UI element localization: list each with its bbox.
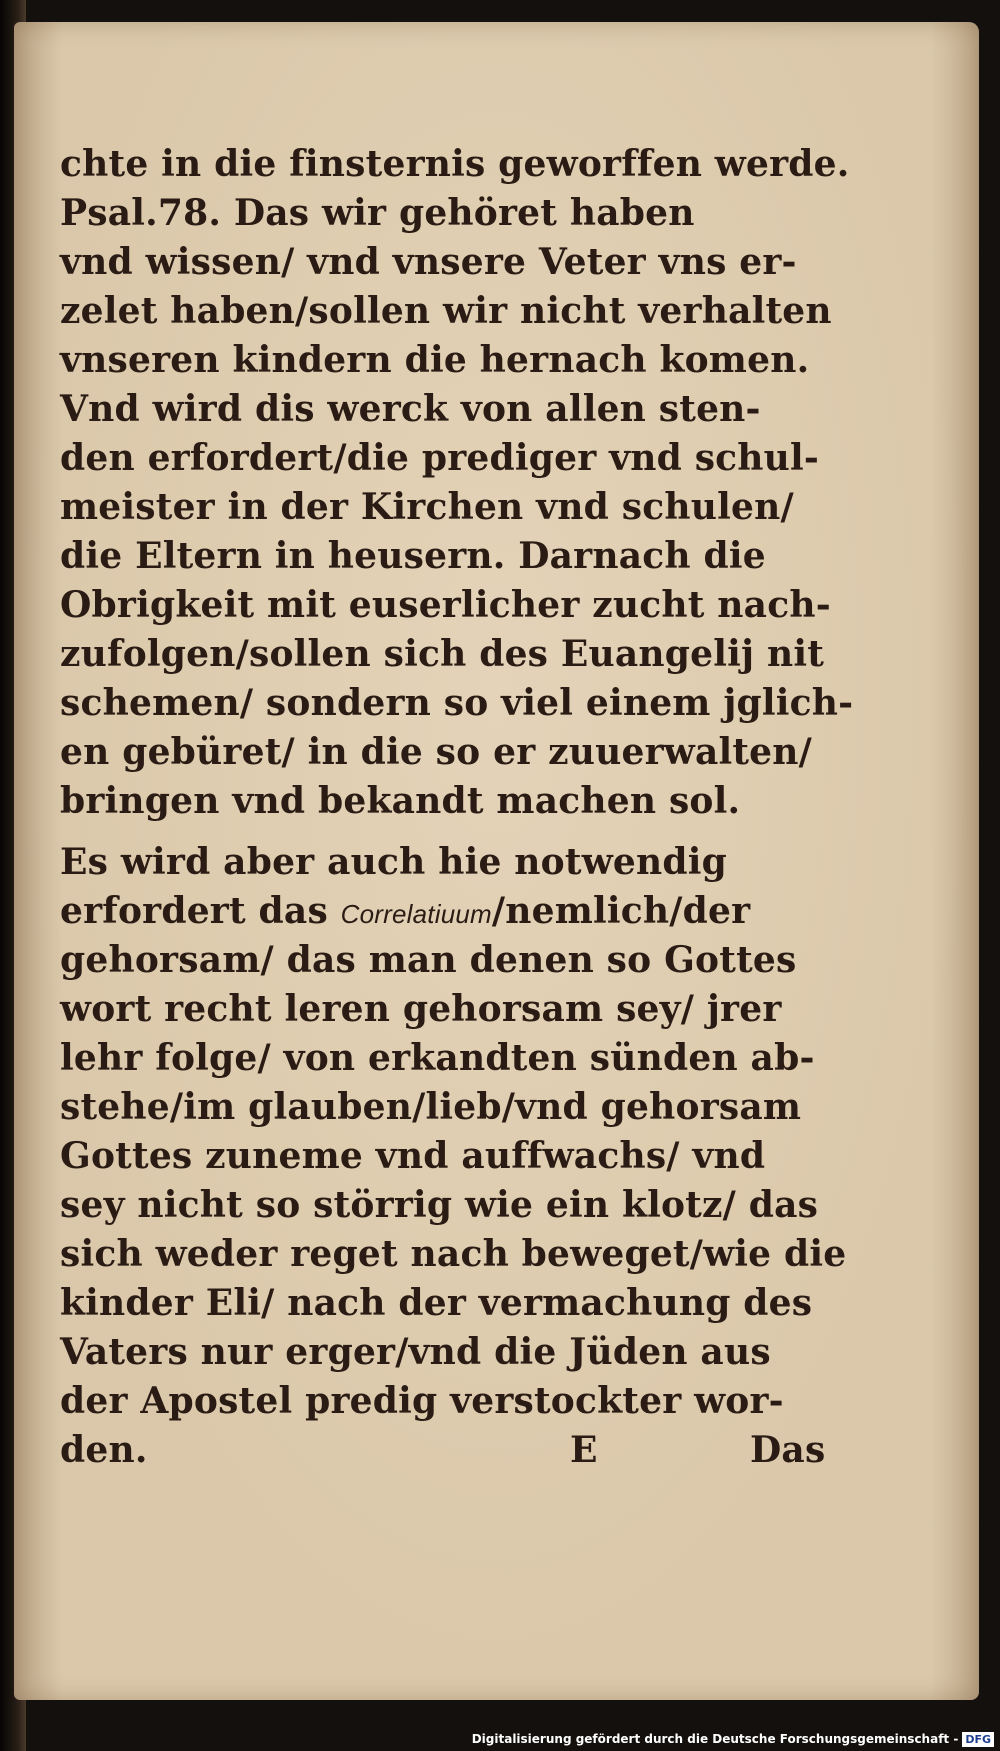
text-line-1: chte in die finsternis geworffen werde.	[60, 143, 850, 185]
text-line-22: sey nicht so störrig wie ein klotz/ das	[60, 1184, 819, 1226]
text-line-2: Psal.78. Das wir gehöret haben	[60, 192, 695, 234]
text-line-16-start: erfordert das	[60, 890, 341, 932]
latin-term: Correlatiuum	[340, 899, 492, 929]
text-line-16-end: /nemlich/der	[491, 890, 751, 932]
text-line-23: sich weder reget nach beweget/wie die	[60, 1233, 847, 1275]
text-line-14: bringen vnd bekandt machen sol.	[60, 780, 741, 822]
text-line-3: vnd wissen/ vnd vnsere Veter vns er-	[60, 241, 797, 283]
credit-text: Digitalisierung gefördert durch die Deutsche Forschungsgemeinschaft -	[471, 1732, 959, 1746]
text-line-17: gehorsam/ das man denen so Gottes	[60, 939, 797, 981]
text-line-9: die Eltern in heusern. Darnach die	[60, 535, 766, 577]
text-line-16	[60, 887, 890, 936]
catchword: Das	[750, 1429, 826, 1471]
text-line-15: Es wird aber auch hie notwendig	[60, 841, 727, 883]
text-line-12: schemen/ sondern so viel einem jglich-	[60, 682, 854, 724]
text-line-20: stehe/im glauben/lieb/vnd gehorsam	[60, 1086, 802, 1128]
text-line-6: Vnd wird dis werck von allen sten-	[60, 388, 761, 430]
text-line-10: Obrigkeit mit euserlicher zucht nach-	[60, 584, 831, 626]
page-text	[60, 140, 890, 1475]
text-line-13: en gebüret/ in die so er zuuerwalten/	[60, 731, 813, 773]
digitization-credit	[464, 1729, 994, 1749]
text-line-24: kinder Eli/ nach der vermachung des	[60, 1282, 813, 1324]
dfg-logo: DFG	[962, 1732, 994, 1747]
text-line-21: Gottes zuneme vnd auffwachs/ vnd	[60, 1135, 766, 1177]
text-line-26: der Apostel predig verstockter wor-	[60, 1380, 784, 1422]
text-line-8: meister in der Kirchen vnd schulen/	[60, 486, 794, 528]
last-word: den.	[60, 1429, 148, 1471]
text-line-4: zelet haben/sollen wir nicht verhalten	[60, 290, 832, 332]
signature-mark: E	[570, 1429, 598, 1471]
text-line-5: vnseren kindern die hernach komen.	[60, 339, 810, 381]
text-line-18: wort recht leren gehorsam sey/ jrer	[60, 988, 782, 1030]
text-line-7: den erfordert/die prediger vnd schul-	[60, 437, 820, 479]
book-page	[14, 22, 979, 1700]
text-line-11: zufolgen/sollen sich des Euangelij nit	[60, 633, 825, 675]
text-line-27	[60, 1426, 890, 1475]
text-line-25: Vaters nur erger/vnd die Jüden aus	[60, 1331, 771, 1373]
text-line-19: lehr folge/ von erkandten sünden ab-	[60, 1037, 815, 1079]
